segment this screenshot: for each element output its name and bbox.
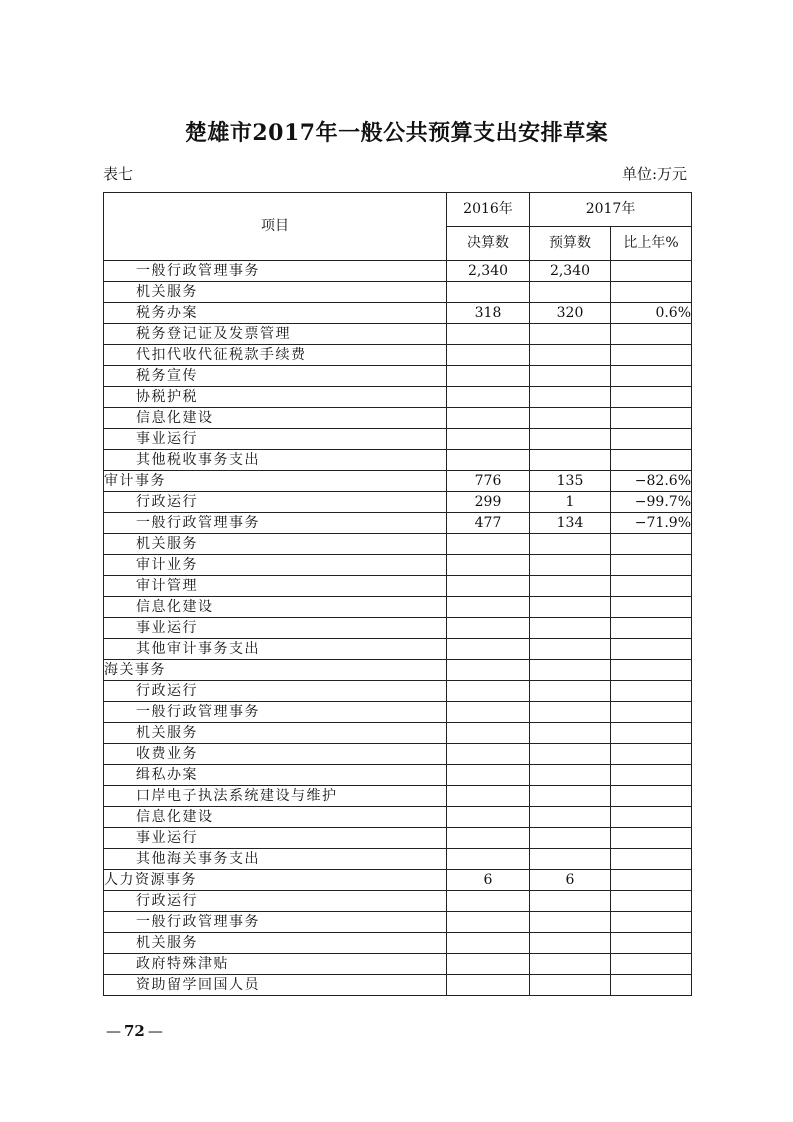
row-final-2016 <box>447 849 530 870</box>
row-change-percent <box>611 681 692 702</box>
footer-dash-left: — <box>106 1022 121 1040</box>
row-budget-2017: 320 <box>530 303 611 324</box>
row-final-2016 <box>447 324 530 345</box>
row-final-2016 <box>447 765 530 786</box>
table-row <box>104 933 692 954</box>
table-row <box>104 849 692 870</box>
row-budget-2017 <box>530 534 611 555</box>
row-budget-2017 <box>530 786 611 807</box>
row-final-2016 <box>447 387 530 408</box>
row-item-name: 资助留学回国人员 <box>104 975 447 996</box>
row-final-2016 <box>447 639 530 660</box>
row-budget-2017 <box>530 828 611 849</box>
row-item-name: 机关服务 <box>104 534 447 555</box>
row-item-name: 其他海关事务支出 <box>104 849 447 870</box>
row-item-name: 税务办案 <box>104 303 447 324</box>
table-row <box>104 366 692 387</box>
row-final-2016 <box>447 723 530 744</box>
row-change-percent <box>611 534 692 555</box>
row-final-2016 <box>447 555 530 576</box>
table-row <box>104 492 692 513</box>
row-final-2016 <box>447 912 530 933</box>
row-budget-2017 <box>530 891 611 912</box>
row-budget-2017 <box>530 282 611 303</box>
row-change-percent <box>611 870 692 891</box>
row-item-name: 行政运行 <box>104 891 447 912</box>
row-budget-2017 <box>530 618 611 639</box>
row-final-2016 <box>447 597 530 618</box>
table-row <box>104 282 692 303</box>
row-change-percent <box>611 576 692 597</box>
row-final-2016 <box>447 408 530 429</box>
row-item-name: 事业运行 <box>104 429 447 450</box>
header-project: 项目 <box>104 193 447 261</box>
row-change-percent <box>611 324 692 345</box>
row-change-percent <box>611 618 692 639</box>
row-budget-2017 <box>530 387 611 408</box>
row-final-2016 <box>447 933 530 954</box>
row-budget-2017 <box>530 975 611 996</box>
row-final-2016: 2,340 <box>447 261 530 282</box>
row-budget-2017 <box>530 366 611 387</box>
row-item-name: 信息化建设 <box>104 408 447 429</box>
row-item-name: 事业运行 <box>104 828 447 849</box>
row-final-2016 <box>447 429 530 450</box>
row-change-percent <box>611 954 692 975</box>
row-change-percent <box>611 366 692 387</box>
row-final-2016 <box>447 786 530 807</box>
table-row <box>104 534 692 555</box>
table-row <box>104 660 692 681</box>
row-change-percent: −99.7% <box>611 492 692 513</box>
table-row <box>104 555 692 576</box>
table-row <box>104 828 692 849</box>
page-number: 72 <box>124 1022 145 1040</box>
row-budget-2017: 6 <box>530 870 611 891</box>
row-budget-2017: 135 <box>530 471 611 492</box>
row-item-name: 其他税收事务支出 <box>104 450 447 471</box>
row-change-percent <box>611 282 692 303</box>
page-footer <box>106 1022 163 1040</box>
row-change-percent <box>611 261 692 282</box>
row-final-2016 <box>447 450 530 471</box>
row-change-percent <box>611 744 692 765</box>
header-2016: 2016年 <box>447 193 530 227</box>
row-change-percent <box>611 933 692 954</box>
row-budget-2017 <box>530 576 611 597</box>
row-final-2016 <box>447 828 530 849</box>
row-item-name: 缉私办案 <box>104 765 447 786</box>
row-change-percent <box>611 912 692 933</box>
row-item-name: 海关事务 <box>104 660 447 681</box>
row-change-percent <box>611 345 692 366</box>
row-change-percent <box>611 702 692 723</box>
table-row <box>104 870 692 891</box>
table-row <box>104 450 692 471</box>
row-change-percent: −82.6% <box>611 471 692 492</box>
table-row <box>104 387 692 408</box>
table-row <box>104 303 692 324</box>
row-budget-2017 <box>530 807 611 828</box>
row-item-name: 人力资源事务 <box>104 870 447 891</box>
row-budget-2017 <box>530 702 611 723</box>
row-item-name: 一般行政管理事务 <box>104 513 447 534</box>
row-item-name: 信息化建设 <box>104 597 447 618</box>
row-budget-2017 <box>530 429 611 450</box>
header-final-amount: 决算数 <box>447 227 530 261</box>
row-budget-2017: 2,340 <box>530 261 611 282</box>
row-change-percent: −71.9% <box>611 513 692 534</box>
row-item-name: 事业运行 <box>104 618 447 639</box>
table-row <box>104 597 692 618</box>
table-row <box>104 513 692 534</box>
budget-table <box>103 192 692 996</box>
row-change-percent <box>611 429 692 450</box>
unit-label: 单位:万元 <box>621 165 687 183</box>
table-row <box>104 723 692 744</box>
row-budget-2017 <box>530 765 611 786</box>
row-item-name: 一般行政管理事务 <box>104 702 447 723</box>
table-row <box>104 576 692 597</box>
row-budget-2017 <box>530 954 611 975</box>
table-row <box>104 639 692 660</box>
header-2017: 2017年 <box>530 193 692 227</box>
row-item-name: 收费业务 <box>104 744 447 765</box>
row-final-2016 <box>447 744 530 765</box>
table-number: 表七 <box>103 165 134 183</box>
row-budget-2017 <box>530 408 611 429</box>
table-row <box>104 975 692 996</box>
row-budget-2017 <box>530 933 611 954</box>
page-title: 楚雄市2017年一般公共预算支出安排草案 <box>184 120 609 146</box>
row-budget-2017: 134 <box>530 513 611 534</box>
table-row <box>104 429 692 450</box>
row-item-name: 审计管理 <box>104 576 447 597</box>
row-budget-2017 <box>530 912 611 933</box>
table-row <box>104 744 692 765</box>
row-budget-2017 <box>530 345 611 366</box>
row-budget-2017 <box>530 639 611 660</box>
row-item-name: 协税护税 <box>104 387 447 408</box>
table-row <box>104 408 692 429</box>
table-row <box>104 324 692 345</box>
row-change-percent <box>611 450 692 471</box>
table-row <box>104 912 692 933</box>
row-item-name: 一般行政管理事务 <box>104 261 447 282</box>
row-budget-2017 <box>530 450 611 471</box>
row-final-2016: 318 <box>447 303 530 324</box>
row-change-percent <box>611 723 692 744</box>
row-change-percent: 0.6% <box>611 303 692 324</box>
row-budget-2017: 1 <box>530 492 611 513</box>
row-item-name: 机关服务 <box>104 282 447 303</box>
table-row <box>104 345 692 366</box>
table-row <box>104 765 692 786</box>
row-budget-2017 <box>530 681 611 702</box>
row-budget-2017 <box>530 723 611 744</box>
row-item-name: 机关服务 <box>104 723 447 744</box>
row-final-2016 <box>447 282 530 303</box>
row-change-percent <box>611 891 692 912</box>
row-change-percent <box>611 660 692 681</box>
row-change-percent <box>611 597 692 618</box>
row-budget-2017 <box>530 744 611 765</box>
row-item-name: 行政运行 <box>104 492 447 513</box>
table-row <box>104 702 692 723</box>
table-header <box>104 193 692 261</box>
row-final-2016 <box>447 702 530 723</box>
row-final-2016 <box>447 366 530 387</box>
row-final-2016 <box>447 534 530 555</box>
row-budget-2017 <box>530 324 611 345</box>
table-row <box>104 954 692 975</box>
table-row <box>104 891 692 912</box>
row-final-2016 <box>447 681 530 702</box>
row-final-2016 <box>447 807 530 828</box>
row-budget-2017 <box>530 849 611 870</box>
row-final-2016 <box>447 954 530 975</box>
row-final-2016 <box>447 660 530 681</box>
row-item-name: 其他审计事务支出 <box>104 639 447 660</box>
row-item-name: 机关服务 <box>104 933 447 954</box>
row-budget-2017 <box>530 660 611 681</box>
table-row <box>104 471 692 492</box>
table-row <box>104 618 692 639</box>
row-item-name: 信息化建设 <box>104 807 447 828</box>
table-row <box>104 681 692 702</box>
table-body <box>104 261 692 996</box>
table-row <box>104 786 692 807</box>
row-final-2016: 776 <box>447 471 530 492</box>
header-budget-amount: 预算数 <box>530 227 611 261</box>
row-item-name: 行政运行 <box>104 681 447 702</box>
row-change-percent <box>611 849 692 870</box>
row-item-name: 代扣代收代征税款手续费 <box>104 345 447 366</box>
row-change-percent <box>611 387 692 408</box>
row-change-percent <box>611 975 692 996</box>
row-final-2016: 299 <box>447 492 530 513</box>
row-item-name: 审计事务 <box>104 471 447 492</box>
row-change-percent <box>611 408 692 429</box>
row-final-2016 <box>447 576 530 597</box>
row-budget-2017 <box>530 555 611 576</box>
row-item-name: 税务登记证及发票管理 <box>104 324 447 345</box>
row-item-name: 口岸电子执法系统建设与维护 <box>104 786 447 807</box>
row-change-percent <box>611 639 692 660</box>
row-final-2016 <box>447 345 530 366</box>
row-change-percent <box>611 807 692 828</box>
row-change-percent <box>611 765 692 786</box>
footer-dash-right: — <box>147 1022 163 1040</box>
row-item-name: 税务宣传 <box>104 366 447 387</box>
row-item-name: 审计业务 <box>104 555 447 576</box>
row-change-percent <box>611 555 692 576</box>
row-final-2016 <box>447 618 530 639</box>
row-final-2016 <box>447 975 530 996</box>
header-change-percent: 比上年% <box>611 227 692 261</box>
row-final-2016: 6 <box>447 870 530 891</box>
row-final-2016: 477 <box>447 513 530 534</box>
row-change-percent <box>611 828 692 849</box>
table-row <box>104 807 692 828</box>
row-change-percent <box>611 786 692 807</box>
row-item-name: 一般行政管理事务 <box>104 912 447 933</box>
table-row <box>104 261 692 282</box>
row-budget-2017 <box>530 597 611 618</box>
row-item-name: 政府特殊津贴 <box>104 954 447 975</box>
row-final-2016 <box>447 891 530 912</box>
